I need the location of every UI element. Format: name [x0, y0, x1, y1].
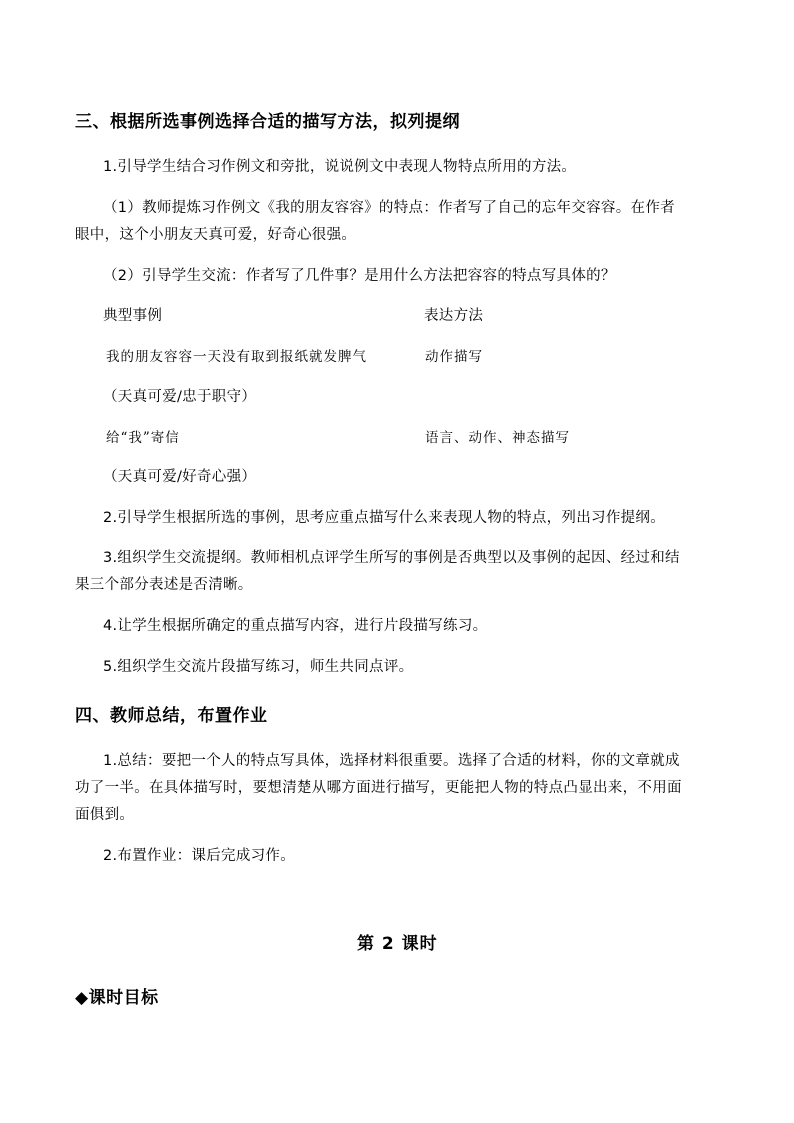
section3-item5: 5.组织学生交流片段描写练习，师生共同点评。 — [103, 659, 414, 675]
table-row2-trait: （天真可爱/好奇心强） — [103, 469, 257, 485]
table-header-examples: 典型事例 — [103, 308, 163, 324]
section4-item1-line3: 面俱到。 — [75, 807, 135, 823]
section3-item3-line1: 3.组织学生交流提纲。教师相机点评学生所写的事例是否典型以及事例的起因、经过和结 — [103, 550, 680, 566]
lesson-goal-heading: ◆课时目标 — [75, 988, 159, 1008]
section3-item4: 4.让学生根据所确定的重点描写内容，进行片段描写练习。 — [103, 618, 488, 634]
table-row1-trait: （天真可爱/忠于职守） — [103, 389, 257, 405]
section3-item3-line2: 果三个部分表述是否清晰。 — [75, 577, 253, 593]
section3-item2: 2.引导学生根据所选的事例，思考应重点描写什么来表现人物的特点，列出习作提纲。 — [103, 510, 666, 526]
table-row1-example: 我的朋友容容一天没有取到报纸就发脾气 — [106, 349, 367, 365]
table-header-methods: 表达方法 — [424, 308, 484, 324]
section4-item1-line2: 功了一半。在具体描写时，要想清楚从哪方面进行描写，更能把人物的特点凸显出来，不用面 — [75, 780, 682, 796]
section3-sub1-line2: 眼中，这个小朋友天真可爱，好奇心很强。 — [75, 227, 357, 243]
section3-heading: 三、根据所选事例选择合适的描写方法，拟列提纲 — [75, 112, 460, 132]
table-row2-example: 给“我”寄信 — [106, 430, 180, 446]
section3-sub2: （2）引导学生交流：作者写了几件事？是用什么方法把容容的特点写具体的？ — [103, 268, 616, 284]
section3-item1: 1.引导学生结合习作例文和旁批，说说例文中表现人物特点所用的方法。 — [103, 159, 577, 175]
table-row2-method: 语言、动作、神态描写 — [425, 430, 570, 446]
table-row1-method: 动作描写 — [425, 349, 483, 365]
section4-item2: 2.布置作业：课后完成习作。 — [103, 848, 296, 864]
section3-sub1-line1: （1）教师提炼习作例文《我的朋友容容》的特点：作者写了自己的忘年交容容。在作者 — [103, 200, 675, 216]
lesson-title: 第 2 课时 — [357, 934, 438, 954]
section4-item1-line1: 1.总结：要把一个人的特点写具体，选择材料很重要。选择了合适的材料，你的文章就成 — [103, 753, 680, 769]
section4-heading: 四、教师总结，布置作业 — [75, 706, 268, 726]
